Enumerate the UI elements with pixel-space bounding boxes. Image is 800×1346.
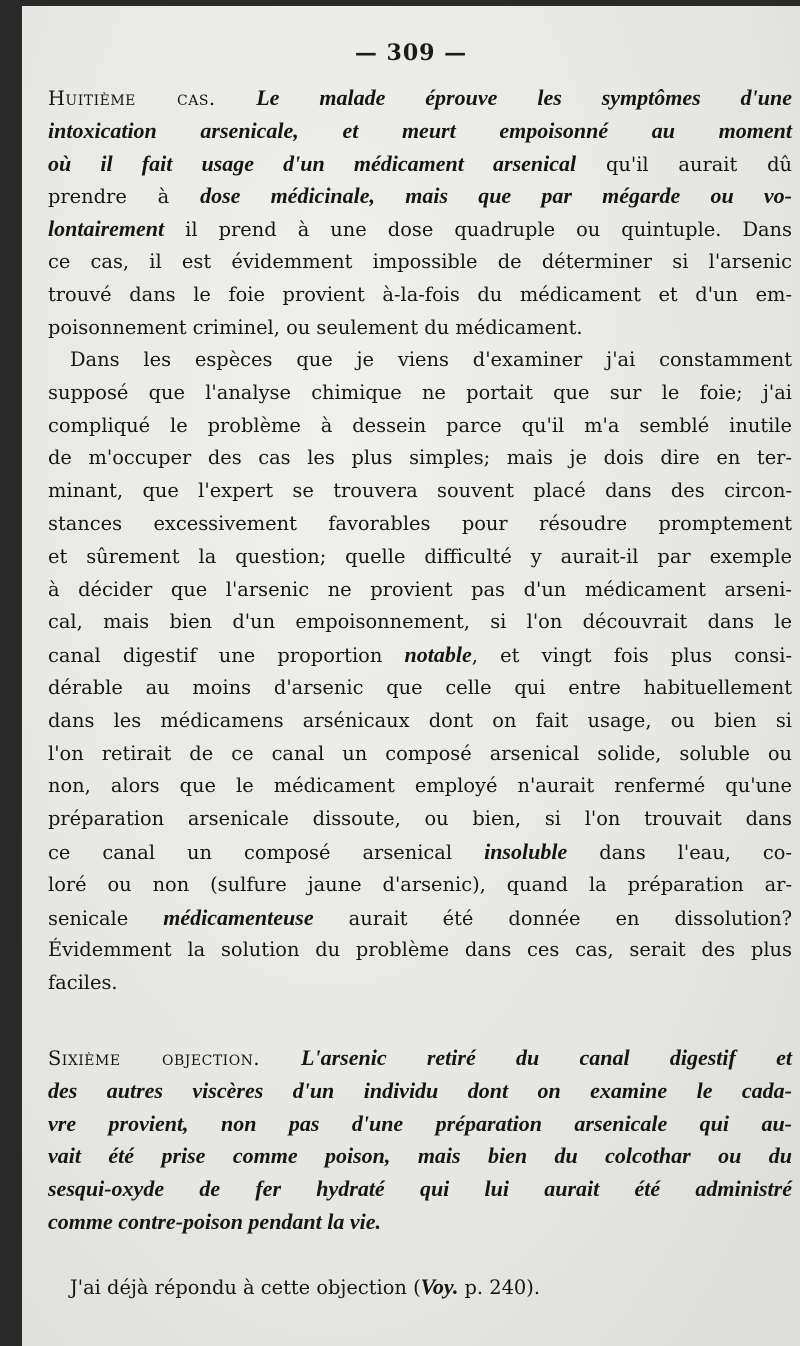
text-line <box>48 967 792 1000</box>
text-segment: supposé que l'analyse chimique ne portait que sur le foie; j'ai <box>48 380 792 404</box>
text-segment: à décider que l'arsenic ne provient pas d'un médicament arseni- <box>48 577 792 601</box>
text-segment: qu'il aurait dû <box>576 152 793 176</box>
text-segment: ce cas, il est évidemment impossible de déterminer si l'arsenic <box>48 249 792 273</box>
text-line <box>48 1173 792 1206</box>
text-segment: senicale <box>48 906 164 930</box>
italic-text: sesqui-oxyde de fer hydraté qui lui aurait été administré <box>48 1176 792 1202</box>
text-line <box>48 934 792 967</box>
text-segment: poisonnement criminel, ou seulement du médicament. <box>48 315 583 339</box>
text-segment: cal, mais bien d'un empoisonnement, si l'on découvrait dans le <box>48 610 792 634</box>
text-line <box>48 410 792 443</box>
text-segment: compliqué le problème à dessein parce qu'il m'a semblé inutile <box>48 413 792 437</box>
section-heading: Huitième cas. <box>48 87 216 110</box>
text-line <box>48 672 792 705</box>
section-heading: Sixième objection. <box>48 1047 261 1070</box>
text-line <box>48 508 792 541</box>
text-segment: trouvé dans le foie provient à-la-fois du médicament et d'un em- <box>48 282 792 306</box>
text-segment: loré ou non (sulfure jaune d'arsenic), quand la préparation ar- <box>48 872 792 896</box>
text-segment: il prend à une dose quadruple ou quintuple. Dans <box>164 218 792 242</box>
text-segment: aurait été donnée en dissolution? <box>313 906 792 930</box>
text-line <box>48 541 792 574</box>
italic-text: comme contre-poison pendant la vie. <box>48 1208 382 1234</box>
text-line <box>48 738 792 771</box>
text-line <box>48 180 792 213</box>
text-segment: préparation arsenicale dissoute, ou bien, si l'on trouvait dans <box>48 807 792 831</box>
text-line <box>48 902 792 935</box>
text-line <box>48 246 792 279</box>
italic-text: des autres viscères d'un individu dont on examine le cada- <box>48 1077 792 1103</box>
text-line <box>48 148 792 181</box>
text-segment: de m'occuper des cas les plus simples; mais je dois dire en ter- <box>48 446 792 470</box>
text-line <box>48 1108 792 1141</box>
italic-text: intoxication arsenicale, et meurt empoisonné au moment <box>48 117 792 143</box>
text-segment: dans l'eau, co- <box>567 840 792 864</box>
text-segment <box>260 1047 301 1070</box>
text-line <box>48 344 792 377</box>
closing-text-end: p. 240). <box>458 1276 540 1299</box>
text-line <box>48 312 792 345</box>
italic-text: médicamenteuse <box>163 904 314 930</box>
paragraph-sixieme-objection <box>48 1042 792 1239</box>
italic-text: lontairement <box>48 216 165 242</box>
text-segment: canal digestif une proportion <box>48 644 405 668</box>
italic-text: dose médicinale, mais que par mégarde ou vo- <box>200 183 792 209</box>
italic-text: où il fait usage d'un médicament arsenical <box>48 150 577 176</box>
text-line <box>48 574 792 607</box>
text-segment: Dans les espèces que je viens d'examiner j'ai constamment <box>70 348 792 371</box>
text-line <box>48 377 792 410</box>
text-segment: et sûrement la question; quelle difficulté y aurait-il par exemple <box>48 544 792 568</box>
text-line <box>48 279 792 312</box>
italic-text: vait été prise comme poison, mais bien du colcothar ou du <box>48 1143 792 1169</box>
closing-text-start: J'ai déjà répondu à cette objection ( <box>70 1276 421 1299</box>
text-segment: , et vingt fois plus consi- <box>471 644 792 668</box>
italic-text: vre provient, non pas d'une préparation arsenicale qui au- <box>48 1110 792 1136</box>
text-line <box>48 475 792 508</box>
text-segment: faciles. <box>48 971 118 995</box>
text-segment: prendre à <box>48 185 201 209</box>
paragraph-especes <box>48 344 792 1000</box>
text-line <box>48 705 792 738</box>
italic-text: insoluble <box>484 838 568 864</box>
text-segment: ce canal un composé arsenical <box>48 840 485 864</box>
text-segment: Évidemment la solution du problème dans ces cas, serait des plus <box>48 938 792 962</box>
text-segment: minant, que l'expert se trouvera souvent placé dans des circon- <box>48 479 792 503</box>
text-line <box>48 82 792 115</box>
text-line <box>48 770 792 803</box>
text-segment <box>216 87 257 110</box>
text-segment: dans les médicamens arsénicaux dont on fait usage, ou bien si <box>48 708 792 732</box>
text-line <box>48 1042 792 1075</box>
closing-line <box>70 1274 770 1300</box>
text-line <box>48 803 792 836</box>
italic-text: L'arsenic retiré du canal digestif et <box>301 1045 792 1070</box>
book-page <box>22 6 800 1346</box>
text-line <box>48 1206 792 1239</box>
page-number: — 309 — <box>354 40 468 66</box>
italic-text: Le malade éprouve les symptômes d'une <box>256 85 793 110</box>
text-line <box>48 1075 792 1108</box>
text-line <box>48 836 792 869</box>
text-line <box>48 442 792 475</box>
text-line <box>48 606 792 639</box>
closing-text-italic: Voy. <box>420 1274 459 1299</box>
text-line <box>48 115 792 148</box>
text-line <box>48 639 792 672</box>
text-segment: l'on retirait de ce canal un composé arsenical solide, soluble ou <box>48 741 792 765</box>
italic-text: notable <box>404 642 472 668</box>
text-line <box>48 869 792 902</box>
text-line <box>48 1140 792 1173</box>
text-segment: non, alors que le médicament employé n'aurait renfermé qu'une <box>48 774 792 798</box>
text-segment: dérable au moins d'arsenic que celle qui entre habituellement <box>48 675 792 699</box>
paragraph-huitieme-cas <box>48 82 792 344</box>
text-segment: stances excessivement favorables pour résoudre promptement <box>48 511 792 535</box>
text-line <box>48 213 792 246</box>
